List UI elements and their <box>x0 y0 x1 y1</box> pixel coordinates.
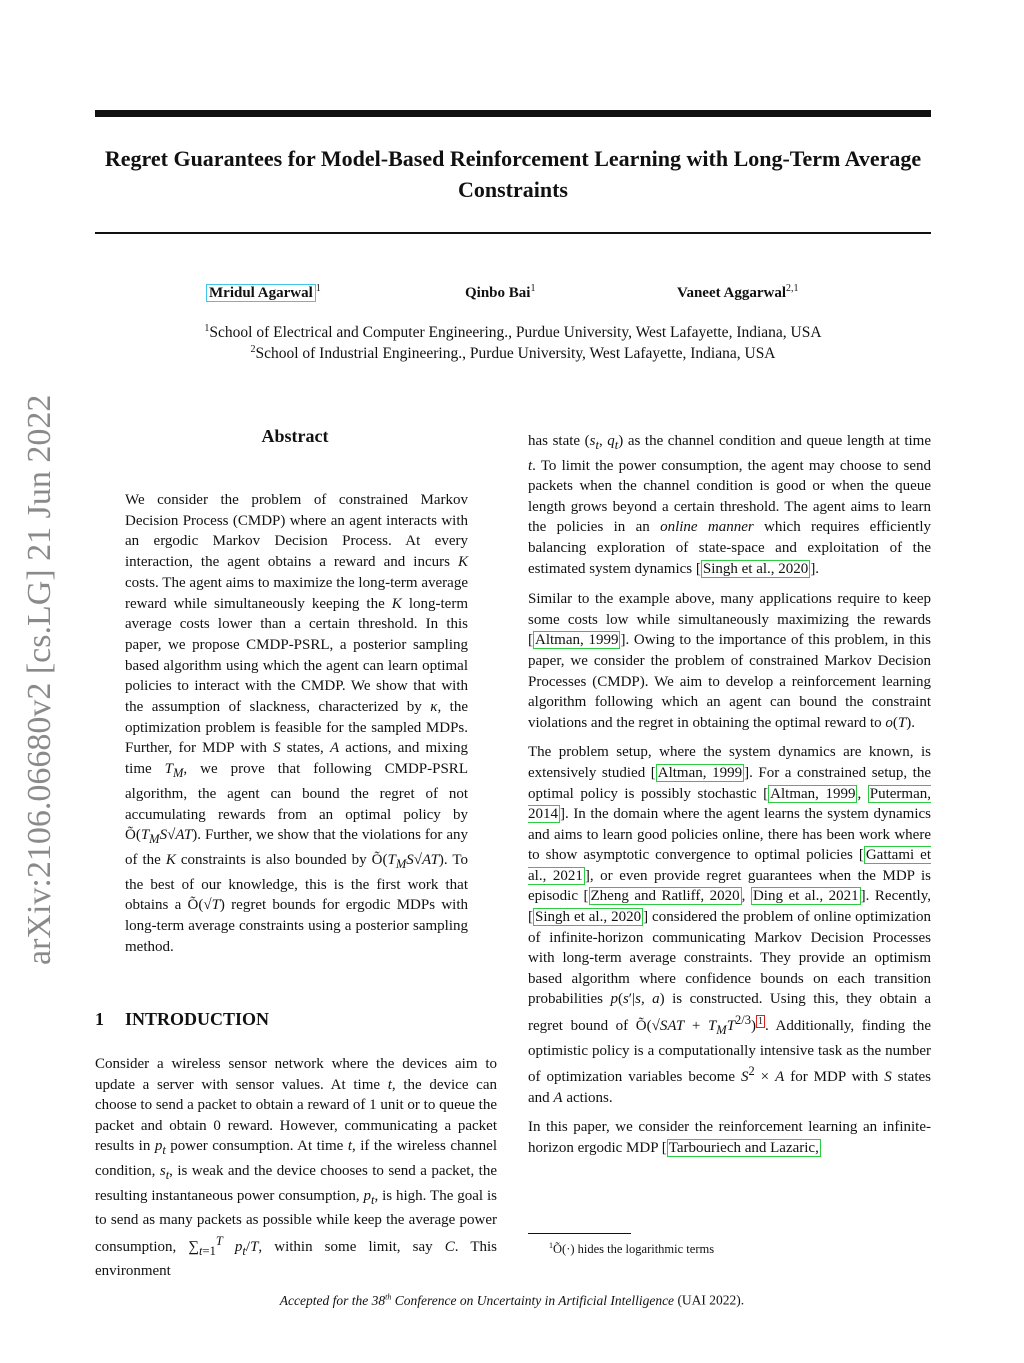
abstract-body: We consider the problem of constrained Markov Decision Process (CMDP) where an agent interacts with an ergodic Markov Decision Process. At every interaction, the agent obtains a reward and incurs K costs. The agent aims to maximize the long-term average reward while simultaneously keeping the K long-term average costs lower than a certain threshold. In this paper, we propose CMDP-PSRL, a posterior sampling based algorithm using which the agent can learn optimal policies to interact with the CMDP. We show that with the assumption of slackness, characterized by κ, the optimization problem is feasible for the sampled MDPs. Further, for MDP with S states, A actions, and mixing time $T_M$, we prove that following CMDP-PSRL algorithm, the agent can bound the regret of not accumulating rewards from an optimal policy by $Õ(T_MS√AT)$. Further, we show that the violations for any of the K constraints is also bounded by $Õ(T_MS√AT)$. To the best of our knowledge, this is the first work that obtains a Õ(√T) regret bounds for ergodic MDPs with long-term average constraints using a posterior sampling method. <box>125 492 469 955</box>
footnote-rule <box>528 1233 631 1234</box>
title-rule-bottom <box>95 232 931 234</box>
citation-tarbouriech[interactable]: Tarbouriech and Lazaric, <box>668 1140 819 1156</box>
intro-paragraph-3: The problem setup, where the system dynamics are known, is extensively studied [ Altman, 1999 ]. For a constrained setup, the optimal policy is possibly stochastic [ Altman, 1999 , Puterman, 2014 ]. In the domain where the agent learns the system dynamics and aims to learn good policies online, there has been work where to show asymptotic convergence to optimal policies [ Gattami et al., 2021 ], or even provide regret guarantees when the MDP is episodic [ Zheng and Ratliff, 2020 , Ding et al., 2021 ]. Recently, [ Singh et al., 2020 ] considered the problem of online optimization of infinite-horizon communicating Markov Decision Processes with long-term average constraints. They provide an optimism based algorithm where confidence bounds on each transition probabilities p(s′|s, a) is constructed. Using this, they obtain a regret bound of Õ(√SAT + $T_MT^{2/3}$) $^1$ . Additionally, finding the optimistic policy is a computationally intensive task as the number of optimization variables become $S^2 \times A$ for MDP with S states and A actions. <box>528 744 931 1106</box>
citation-zheng-2020[interactable]: Zheng and Ratliff, 2020 <box>590 888 740 905</box>
citation-altman-1999[interactable]: Altman, 1999 <box>770 785 856 802</box>
citation-singh-2020[interactable]: Singh et al., 2020 <box>535 909 642 926</box>
author-1-name[interactable]: Mridul Agarwal <box>206 284 316 302</box>
arxiv-stamp: arXiv:2106.06680v2 [cs.LG] 21 Jun 2022 <box>21 394 58 965</box>
affiliation-1: $^1$School of Electrical and Computer Engineering., Purdue University, West Lafayette, Indiana, USA <box>204 323 822 342</box>
title-rule-top <box>95 110 931 117</box>
author-3-name: Vaneet Aggarwal <box>677 285 787 301</box>
citation-gattami-2021[interactable]: Gattami et al., 2021 <box>528 847 931 884</box>
venue-footer: Accepted for the 38th Conference on Uncertainty in Artificial Intelligence (UAI 2022). <box>279 1292 745 1308</box>
intro-paragraph-1-cont: has state ($s_t$, $q_t$) as the channel condition and queue length at time t. To limit the power consumption, the agent may choose to send packets when the channel condition is good or when the queue length grows beyond a certain threshold. The agent aims to learn the policies in an online manner which requires efficiently balancing exploration of state-space and exploitation of the estimated system dynamics [ Singh et al., 2020 ]. <box>528 433 931 577</box>
footnote: $^1$Õ(·) hides the logarithmic terms <box>549 1241 715 1257</box>
intro-paragraph-4: In this paper, we consider the reinforcement learning an infinite-horizon ergodic MDP [ Tarbouriech and Lazaric, <box>528 1119 931 1156</box>
intro-paragraph-1: Consider a wireless sensor network where the devices aim to update a server with sensor values. At time t, the device can choose to send a packet to obtain a reward of 1 unit or to queue the packet and obtain 0 reward. However, communicating a packet results in $p_t$ power consumption. At time t, if the wireless channel condition, $s_t$, is weak and the device chooses to send a packet, the resulting instantaneous power consumption, $p_t$, is high. The goal is to send as many packets as possible while keep the average power consumption, $\sum_{t=1}^T$ $p_t/T$, within some limit, say C. This environment <box>95 1056 497 1280</box>
affiliation-2: $^2$School of Industrial Engineering., Purdue University, West Lafayette, Indiana, USA <box>250 344 776 363</box>
author-3-sup: 2,1 <box>786 283 799 294</box>
citation-ding-2021[interactable]: Ding et al., 2021 <box>752 888 859 905</box>
footnote-marker[interactable]: 1 <box>758 1016 764 1028</box>
author-list <box>0 283 1024 305</box>
paper-title: Regret Guarantees for Model-Based Reinforcement Learning with Long-Term Average Constraints <box>104 146 922 202</box>
citation-altman-1999[interactable]: Altman, 1999 <box>657 764 743 781</box>
author-3 <box>677 283 799 302</box>
abstract-heading: Abstract <box>261 426 329 446</box>
right-column <box>528 431 931 1168</box>
section-heading: 1 INTRODUCTION <box>95 1009 270 1029</box>
author-1[interactable] <box>206 283 321 302</box>
author-2 <box>465 283 535 302</box>
author-1-sup: 1 <box>315 283 321 294</box>
author-2-name: Qinbo Bai <box>465 285 531 301</box>
citation-puterman-2014[interactable]: Puterman, 2014 <box>528 785 931 823</box>
intro-paragraph-2: Similar to the example above, many applications require to keep some costs low while simultaneously maximizing the rewards [ Altman, 1999 ]. Owing to the importance of this problem, in this paper, we consider the problem of constrained Markov Decision Processes (CMDP). We aim to develop a reinforcement learning algorithm following which an agent can bound the constraint violations and the regret in obtaining the optimal reward to o(T). <box>528 591 931 731</box>
author-2-sup: 1 <box>530 283 536 294</box>
citation-singh-2020[interactable]: Singh et al., 2020 <box>702 560 809 577</box>
citation-altman-1999[interactable]: Altman, 1999 <box>535 632 619 649</box>
